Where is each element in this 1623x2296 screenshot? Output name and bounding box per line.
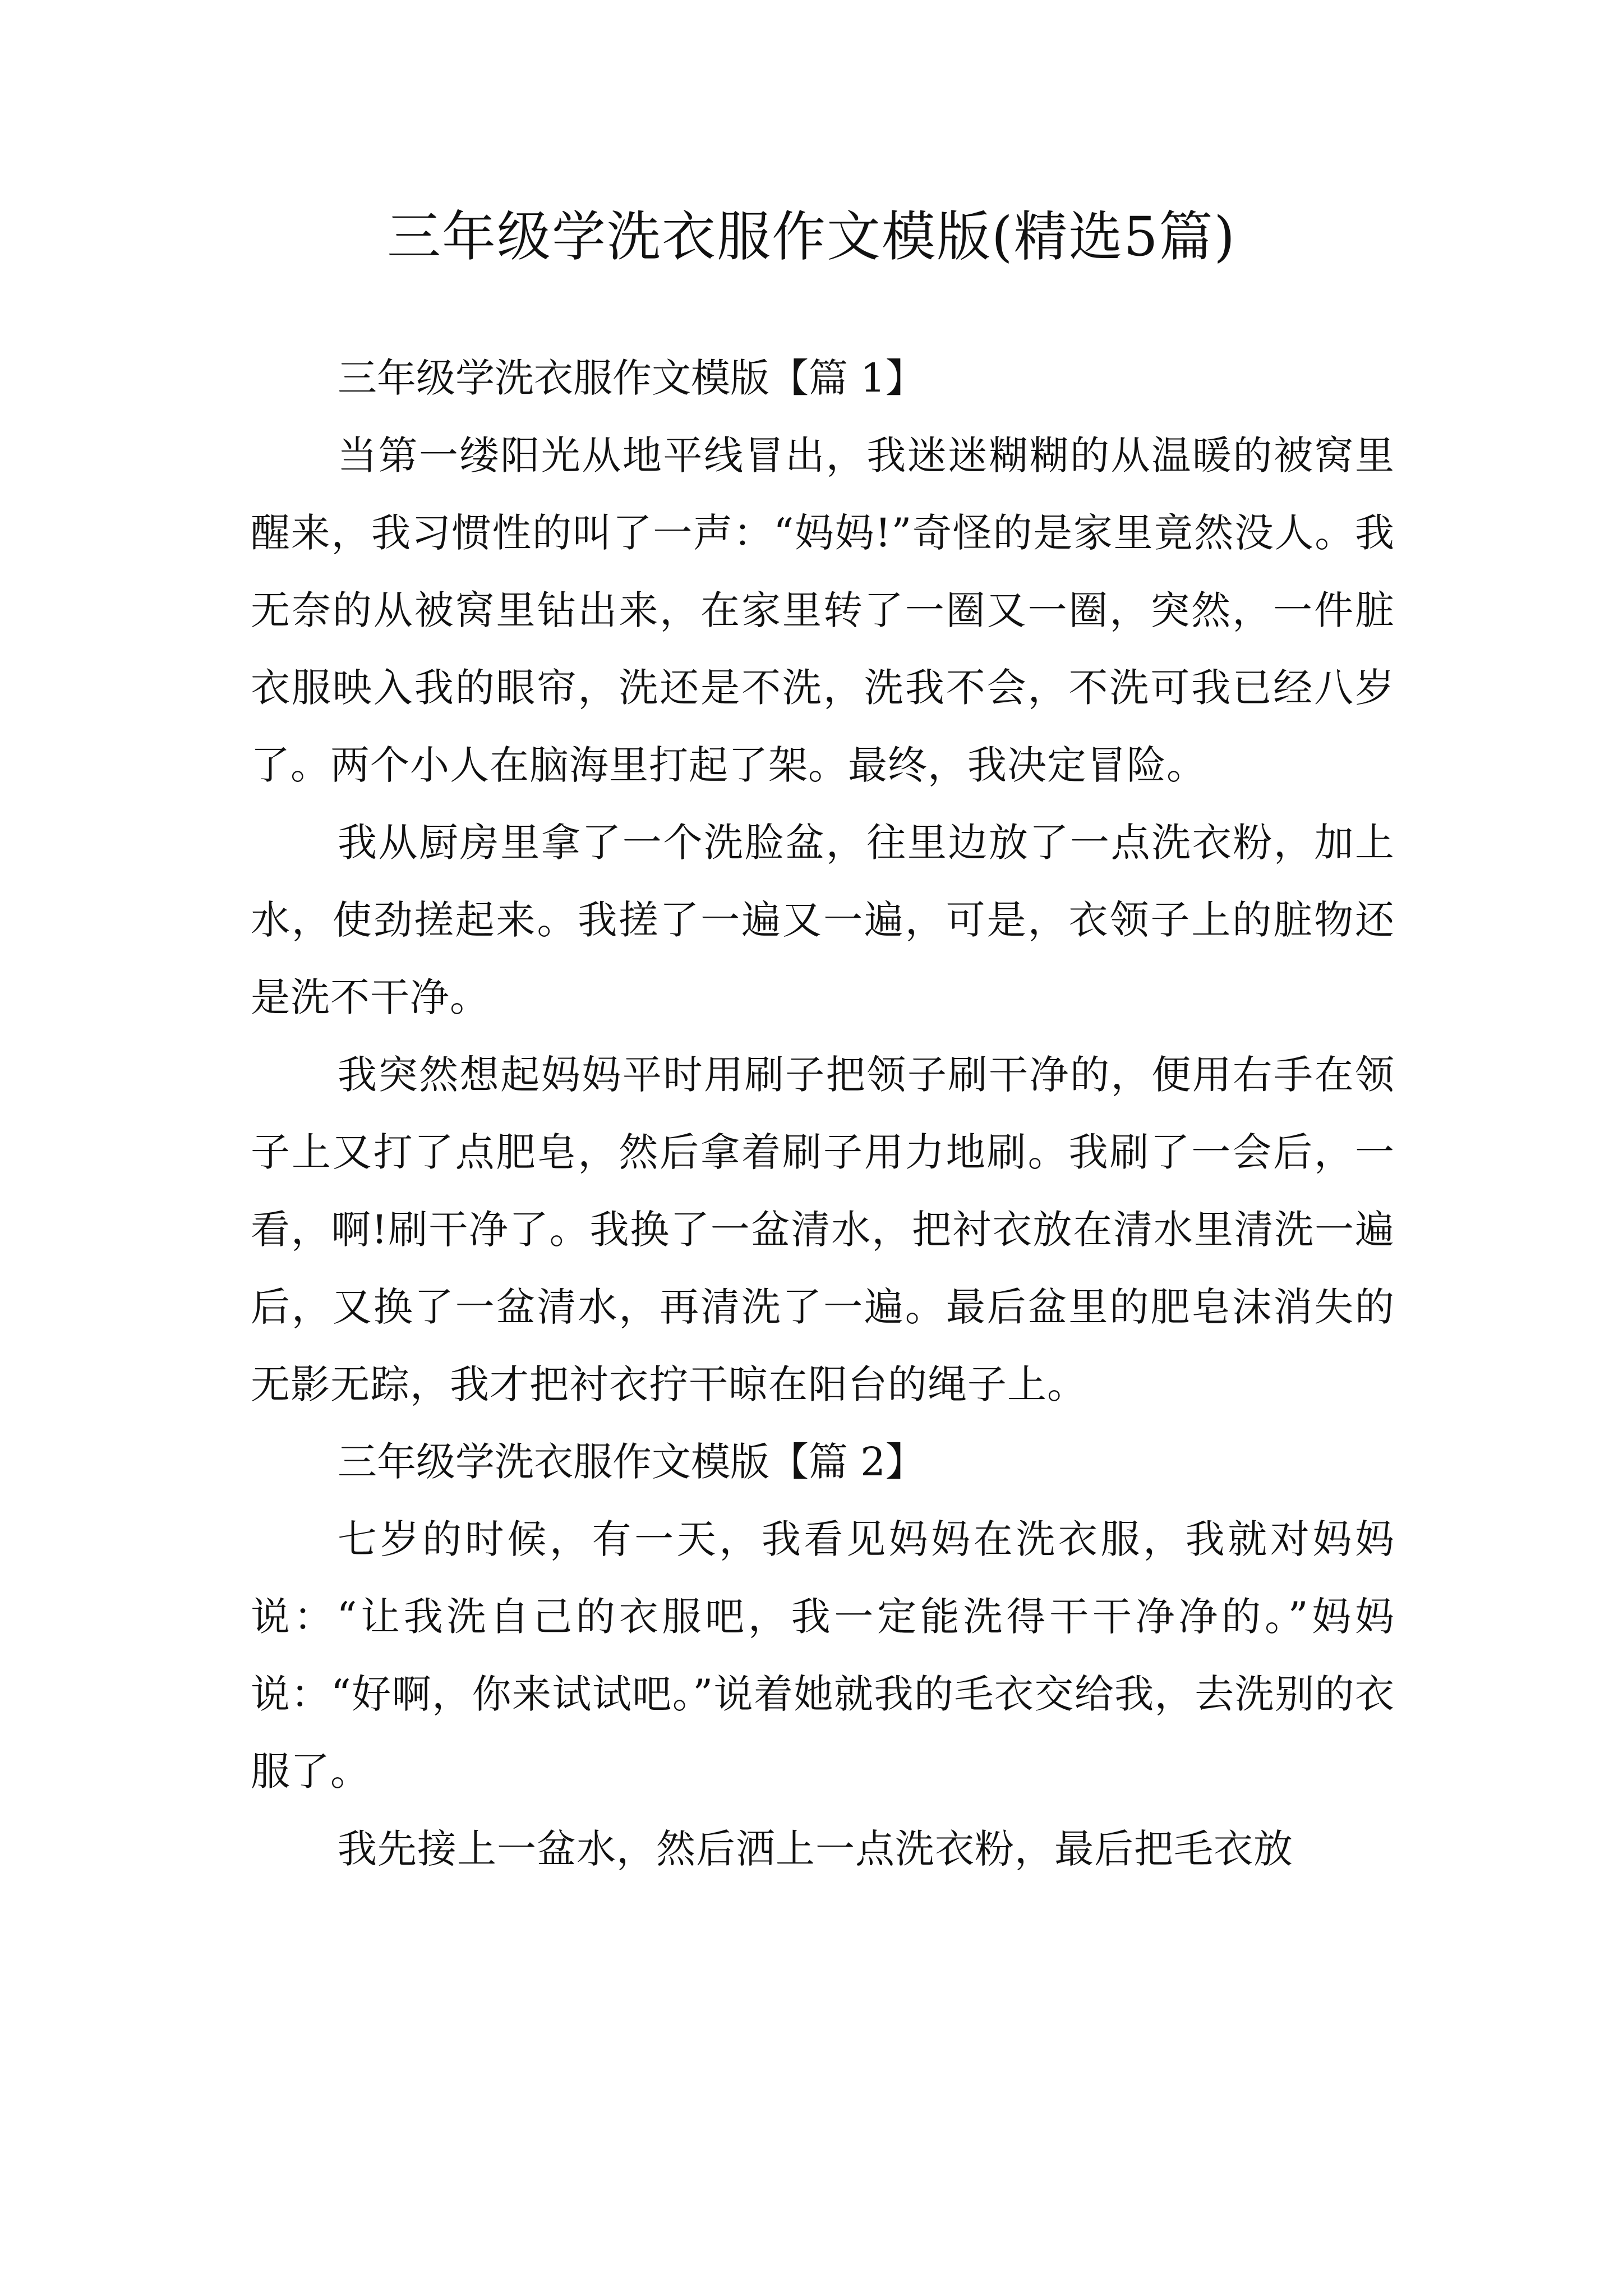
document-title: 三年级学洗衣服作文模版(精选5篇) bbox=[387, 205, 1236, 268]
paragraph: 七岁的时候，有一天，我看见妈妈在洗衣服，我就对妈妈说：“让我洗自己的衣服吧，我一定能洗得干干净净的。”妈妈说：“好啊，你来试试吧。”说着她就我的毛衣交给我，去洗别的衣服了。 bbox=[251, 1516, 1395, 1795]
paragraph: 我突然想起妈妈平时用刷子把领子刷干净的，便用右手在领子上又打了点肥皂，然后拿着刷子用力地刷。我刷了一会后，一看，啊!刷干净了。我换了一盆清水，把衬衣放在清水里清洗一遍后，又换了一盆清水，再清洗了一遍。最后盆里的肥皂沫消失的无影无踪，我才把衬衣拧干晾在阳台的绳子上。 bbox=[251, 1052, 1395, 1407]
paragraph: 我从厨房里拿了一个洗脸盆，往里边放了一点洗衣粉，加上水，使劲搓起来。我搓了一遍又一遍，可是，衣领子上的脏物还是洗不干净。 bbox=[251, 820, 1395, 1020]
section-2 bbox=[251, 1423, 1395, 1888]
paragraph: 当第一缕阳光从地平线冒出，我迷迷糊糊的从温暖的被窝里醒来，我习惯性的叫了一声：“妈妈!”奇怪的是家里竟然没人。我无奈的从被窝里钻出来，在家里转了一圈又一圈，突然，一件脏衣服映入我的眼帘，洗还是不洗，洗我不会，不洗可我已经八岁了。两个小人在脑海里打起了架。最终，我决定冒险。 bbox=[251, 432, 1395, 788]
section-heading: 三年级学洗衣服作文模版【篇 1】 bbox=[338, 355, 925, 401]
section-1 bbox=[251, 339, 1395, 1423]
paragraph: 我先接上一盆水，然后洒上一点洗衣粉，最后把毛衣放 bbox=[338, 1826, 1293, 1872]
document-body bbox=[251, 339, 1395, 1888]
section-heading: 三年级学洗衣服作文模版【篇 2】 bbox=[338, 1439, 925, 1485]
